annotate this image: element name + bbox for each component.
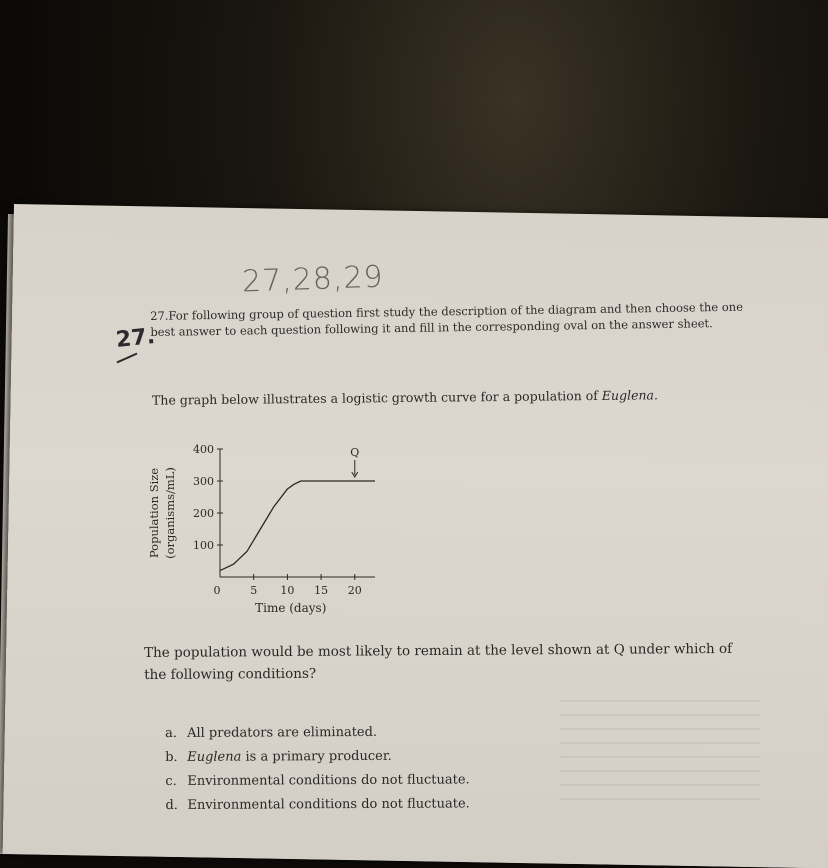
y-tick-label: 100: [193, 539, 214, 552]
growth-curve: [220, 481, 375, 571]
option-c[interactable]: [165, 768, 469, 794]
option-text: Environmental conditions do not fluctuate.: [187, 772, 470, 789]
x-tick-label: 0: [213, 584, 221, 597]
option-text: All predators are eliminated.: [187, 724, 378, 741]
option-b[interactable]: [165, 744, 469, 770]
y-axis-units: (organisms/mL): [163, 467, 177, 559]
y-tick-label: 400: [193, 443, 214, 456]
y-tick-label: 300: [193, 475, 214, 488]
graph-caption-species: Euglena.: [601, 387, 658, 403]
answer-options: [165, 720, 470, 818]
x-axis-label: Time (days): [255, 601, 327, 615]
graph-caption: [152, 387, 658, 407]
y-tick-label: 200: [193, 507, 214, 520]
q-annotation-label: Q: [350, 446, 360, 459]
logistic-growth-chart: [140, 432, 400, 622]
option-letter: a.: [165, 725, 177, 741]
option-letter: c.: [165, 773, 177, 789]
x-tick-label: 10: [280, 584, 295, 597]
option-text: is a primary producer.: [241, 748, 392, 765]
option-text: Environmental conditions do not fluctuate.: [187, 796, 470, 813]
y-axis-label: Population Size: [147, 467, 161, 559]
x-tick-label: 15: [314, 584, 329, 597]
option-letter: d.: [165, 797, 178, 813]
instructions-line-2: best answer to each question following it and fill in the corresponding oval on the answer sheet.: [150, 316, 713, 339]
bleed-through-text: [560, 700, 760, 800]
handwritten-question-numbers: 27,28,29: [241, 259, 385, 300]
instructions-line-1: 27.For following group of question first study the description of the diagram and then choose the one: [150, 299, 744, 323]
x-tick-label: 5: [250, 584, 258, 597]
x-tick-label: 20: [347, 584, 362, 597]
question-instructions: [150, 299, 750, 340]
option-d[interactable]: [165, 792, 469, 818]
handwritten-underline: [117, 353, 138, 364]
graph-caption-text: The graph below illustrates a logistic growth curve for a population of: [151, 387, 598, 408]
option-a[interactable]: [165, 720, 469, 746]
option-letter: b.: [165, 749, 178, 765]
question-text: The population would be most likely to remain at the level shown at Q under which of the following conditions?: [144, 640, 733, 683]
option-text-species: Euglena: [187, 749, 242, 765]
handwritten-item-number: 27.: [114, 324, 157, 353]
